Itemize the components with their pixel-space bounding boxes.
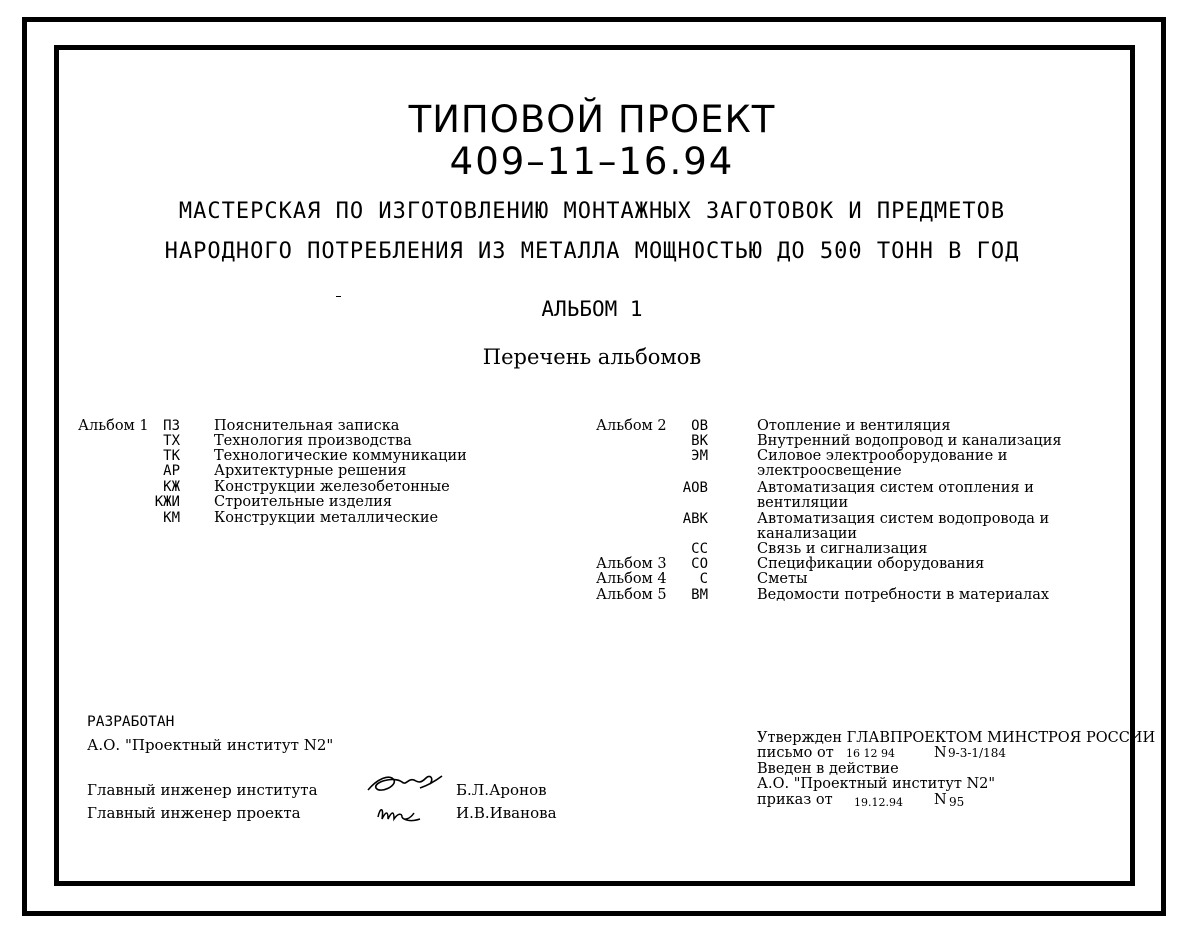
subtitle-line1: МАСТЕРСКАЯ ПО ИЗГОТОВЛЕНИЮ МОНТАЖНЫХ ЗАГОТОВОК И ПРЕДМЕТОВ xyxy=(178,199,1006,224)
title-line1: ТИПОВОЙ ПРОЕКТ xyxy=(408,98,776,141)
letter-date: 16 12 94 xyxy=(846,747,895,760)
list-item-code: С xyxy=(699,571,708,587)
list-item-name: Внутренний водопровод и канализация xyxy=(757,433,1062,449)
list-item-name: Автоматизация систем отопления и xyxy=(757,480,1034,496)
project-number: 409–11–16.94 xyxy=(449,140,735,183)
subtitle-line2: НАРОДНОГО ПОТРЕБЛЕНИЯ ИЗ МЕТАЛЛА МОЩНОСТЬЮ ДО 500 ТОНН В ГОД xyxy=(164,239,1020,264)
list-item-name: Ведомости потребности в материалах xyxy=(757,587,1050,603)
list-item-code: КЖИ xyxy=(154,494,180,510)
list-item-code: ОВ xyxy=(691,418,708,434)
chief-engineer-project-role: Главный инженер проекта xyxy=(87,804,301,822)
list-item-name: Конструкции железобетонные xyxy=(214,479,450,495)
order-date: 19.12.94 xyxy=(854,796,903,809)
list-item-name: Технология производства xyxy=(214,433,412,449)
letter-number: 9-3-1/184 xyxy=(948,746,1006,760)
list-item-code: ПЗ xyxy=(163,418,180,434)
list-item-name: Спецификации оборудования xyxy=(757,556,985,572)
list-item-code: СО xyxy=(691,556,708,572)
list-item-code: ЭМ xyxy=(691,448,708,464)
list-item-album: Альбом 1 xyxy=(78,418,149,434)
list-item-album: Альбом 5 xyxy=(596,587,667,603)
list-item-album: Альбом 2 xyxy=(596,418,667,434)
list-item-album: Альбом 4 xyxy=(596,571,667,587)
list-item-name: Пояснительная записка xyxy=(214,418,400,434)
list-item-code: АР xyxy=(163,463,180,479)
chief-engineer-institute-name: Б.Л.Аронов xyxy=(456,781,547,799)
signature-ivanova xyxy=(374,803,424,825)
list-item-name: Автоматизация систем водопровода и xyxy=(757,511,1050,527)
list-item-code: АВК xyxy=(682,511,708,527)
album-list-heading: Перечень альбомов xyxy=(482,345,702,369)
letter-label: письмо от xyxy=(757,745,834,761)
list-item-name-cont: вентиляции xyxy=(757,495,849,511)
order-label: приказ от xyxy=(757,792,833,808)
letter-number-label: N xyxy=(934,745,947,761)
list-item-name: Технологические коммуникации xyxy=(214,448,467,464)
order-number-label: N xyxy=(934,792,947,808)
approved-line1: Утвержден ГЛАВПРОЕКТОМ МИНСТРОЯ РОССИИ xyxy=(757,730,1156,746)
list-item-code: ВМ xyxy=(691,587,708,603)
order-number: 95 xyxy=(949,795,965,809)
list-item-name-cont: канализации xyxy=(757,526,858,542)
list-item-code: СС xyxy=(691,541,708,557)
list-item-name-cont: электроосвещение xyxy=(757,463,902,479)
list-item-code: ТХ xyxy=(163,433,180,449)
signature-aronov xyxy=(364,768,446,798)
developed-heading: РАЗРАБОТАН xyxy=(87,714,175,730)
list-item-code: ВК xyxy=(691,433,708,449)
list-item-name: Архитектурные решения xyxy=(214,463,407,479)
list-item-name: Отопление и вентиляция xyxy=(757,418,951,434)
approved-line4: А.О. "Проектный институт N2" xyxy=(757,776,996,792)
list-item-name: Строительные изделия xyxy=(214,494,393,510)
list-item-code: ТК xyxy=(163,448,180,464)
list-item-code: АОВ xyxy=(682,480,708,496)
list-item-code: КЖ xyxy=(163,479,180,495)
list-item-code: КМ xyxy=(163,510,180,526)
list-item-name: Сметы xyxy=(757,571,808,587)
list-item-name: Связь и сигнализация xyxy=(757,541,928,557)
approved-line3: Введен в действие xyxy=(757,761,899,777)
chief-engineer-institute-role: Главный инженер института xyxy=(87,781,318,799)
list-item-album: Альбом 3 xyxy=(596,556,667,572)
developed-org: А.О. "Проектный институт N2" xyxy=(87,736,334,754)
chief-engineer-project-name: И.В.Иванова xyxy=(456,804,557,822)
list-item-name: Конструкции металлические xyxy=(214,510,439,526)
album-label: АЛЬБОМ 1 xyxy=(541,297,643,321)
list-item-name: Силовое электрооборудование и xyxy=(757,448,1008,464)
